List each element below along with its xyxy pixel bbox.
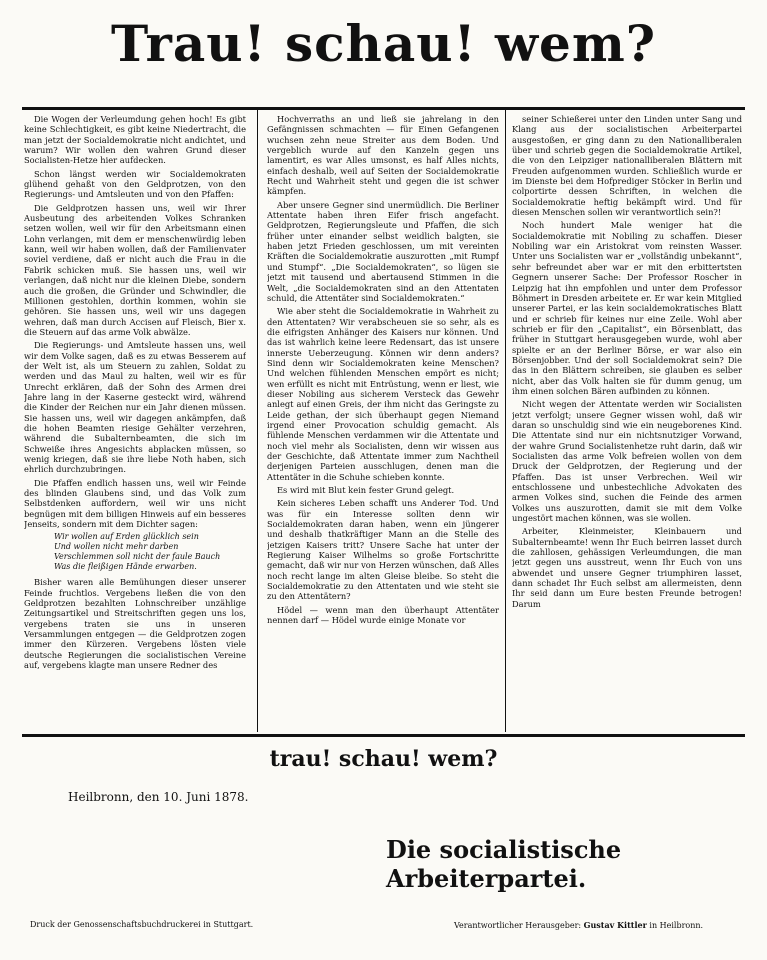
signature: Die socialistische Arbeiterpartei. bbox=[386, 835, 622, 893]
paragraph: Es wird mit Blut kein fester Grund gelegt. bbox=[277, 485, 455, 496]
paragraph: Hochverraths an und ließ sie jahrelang in den Gefängnissen schmachten — für Einen Gefangenen wuchsen zehn neue Streiter aus dem Boden. Und vergeblich wurde auf den Kanzeln gegen uns lamentirt, es war Alles umsonst, es half Alles nichts, einfach deshalb, weil auf Seiten der Socialdemokratie Recht und Wahrheit steht und gegen die ist schwer kämpfen. bbox=[267, 114, 499, 197]
paragraph: Die Regierungs- und Amtsleute hassen uns, weil wir dem Volke sagen, daß es zu etwas Besserem auf der Welt ist, als um Steuern zu zahlen, Soldat zu werden und das Maul zu halten, weil wir es für Unrecht erklären, daß der Sohn des Armen drei Jahre lang in der Kaserne gesteckt wird, während die Kinder der Reichen nur ein Jahr dienen müssen. Sie hassen uns, weil wir dagegen ankämpfen, daß die hohen Beamten riesige Gehälter verzehren, während die Subalternbeamten, die sich im Schweiße ihres Angesichts abplacken müssen, so wenig kriegen, daß sie ihre liebe Noth haben, sich ehrlich durchzubringen. bbox=[24, 340, 246, 475]
poem-line: Und wollen nicht mehr darben bbox=[54, 542, 179, 552]
paragraph: Nicht wegen der Attentate werden wir Socialisten jetzt verfolgt; unsere Gegner wissen wohl, daß wir daran so unschuldig sind wie ein neugeborenes Kind. Die Attentate sind nur ein nichtsnutziger Vorwand, der wahre Grund Socialistenhetze ruht darin, daß wir Socialisten das arme Volk befreien wollen von dem Druck der Geldprotzen, der Regierung und der Pfaffen. Das ist unser Verbrechen. Weil wir entschlossene und unbestechliche Advokaten des armen Volkes sind, suchen die Feinde des armen Volkes uns auszurotten, damit sie mit dem Volke ungestört machen können, was sie wollen. bbox=[512, 399, 742, 524]
bottom-rule bbox=[22, 734, 745, 737]
paragraph: Arbeiter, Kleinmeister, Kleinbauern und Subalternbeamte! wenn Ihr Euch beirren lasset durch die zahllosen, gehässigen Verleumdungen, die man jetzt gegen uns ausstreut, wenn Ihr Euch von uns abwendet und unsere Gegner triumphiren lasset, dann schadet Ihr Euch selbst am allermeisten, denn Ihr seid dann um Eure besten Freunde betrogen! Darum bbox=[512, 526, 742, 609]
paragraph: Die Geldprotzen hassen uns, weil wir Ihrer Ausbeutung des arbeitenden Volkes Schranken setzen wollen, weil wir für den Arbeitsmann einen Lohn verlangen, mit dem er menschenwürdig leben kann, weil wir haben wollen, daß der Familienvater soviel verdiene, daß er nicht auch die Frau in die Fabrik schicken muß. Sie hassen uns, weil wir verlangen, daß nicht nur die kleinen Diebe, sondern auch die großen, die Gründer und Schwindler, die Millionen gestohlen, dorthin kommen, wohin sie gehören. Sie hassen uns, weil wir uns dagegen wehren, daß man durch Accisen auf Fleisch, Bier x. die Steuern auf das arme Volk abwälze. bbox=[24, 202, 246, 337]
top-rule bbox=[22, 107, 745, 110]
paragraph: Aber unsere Gegner sind unermüdlich. Die Berliner Attentate haben ihren Eifer frisch angefacht. Geldprotzen, Regierungsleute und Pfaffen, die sich früher unter einander selbst weidlich balgten, sie haben jetzt Frieden geschlossen, um mit vereinten Kräften die Socialdemokratie auszurotten „mit Rumpf und Stumpf“. „Die Socialdemokraten“, so lügen sie jetzt mit tausend und abertausend Stimmen in die Welt, „die Socialdemokraten sind an den Attentaten schuld, die Attentäter sind Socialdemokraten.“ bbox=[267, 199, 499, 303]
paragraph: Wie aber steht die Socialdemokratie in Wahrheit zu den Attentaten? Wir verabscheuen sie so sehr, als es die eifrigsten Anhänger des Kaisers nur können. Und das ist wahrlich keine leere Redensart, das ist unsere innerste Ueberzeugung. Können wir denn anders? Sind denn wir Socialdemokraten keine Menschen? Und welchen fühlenden Menschen empört es nicht; wen erfüllt es nicht mit Entrüstung, wenn er liest, wie dieser Nobiling aus sicherem Versteck das Gewehr anlegt auf einen Greis, der ihm nicht das Geringste zu Leide gethan, der sich überhaupt gegen Niemand irgend einer Provocation schuldig gemacht. Als fühlende Menschen verdammen wir die Attentate und noch viel mehr als Socialisten, denn wir wissen aus der Geschichte, daß Attentate immer zum Nachtheil derjenigen Parteien ausschlugen, denen man die Attentäter in die Schuhe schieben konnte. bbox=[267, 306, 499, 482]
editor-credit bbox=[454, 920, 703, 930]
text-column-3 bbox=[512, 114, 742, 730]
poem-line: Verschlemmen soll nicht der faule Bauch bbox=[54, 552, 221, 562]
editor-name: Gustav Kittler bbox=[583, 920, 647, 930]
text-column-1 bbox=[24, 114, 246, 730]
editor-label: Verantwortlicher Herausgeber: bbox=[454, 921, 582, 930]
paragraph: Schon längst werden wir Socialdemokraten glühend gehaßt von den Geldprotzen, von den Regierungs- und Amtsleuten und von den Pfaffen: bbox=[24, 168, 246, 200]
column-divider bbox=[505, 110, 506, 732]
page-title: Trau! schau! wem? bbox=[110, 14, 657, 73]
text-column-2 bbox=[267, 114, 499, 730]
paragraph: Die Pfaffen endlich hassen uns, weil wir Feinde des blinden Glaubens sind, und das Volk zum Selbstdenken auffordern, weil wir uns nicht begnügen mit dem billigen Hinweis auf ein besseres Jenseits, sondern mit dem Dichter sagen: bbox=[24, 477, 246, 530]
printer-imprint: Druck der Genossenschaftsbuchdruckerei in Stuttgart. bbox=[30, 920, 254, 929]
paragraph: Kein sicheres Leben schafft uns Anderer Tod. Und was für ein Interesse sollten denn wir Socialdemokraten daran haben, wenn ein jüngerer und deshalb thatkräftiger Mann an die Stelle des jetzigen Kaisers tritt? Unsere Sache hat unter der Regierung Kaiser Wilhelms so große Fortschritte gemacht, daß wir nur von Herzen wünschen, daß Alles noch recht lange im alten Gleise bleibe. So steht die Socialdemokratie zu den Attentaten und wie steht sie zu den Attentätern? bbox=[267, 498, 499, 602]
poem-quote bbox=[54, 532, 246, 572]
column-divider bbox=[257, 110, 258, 732]
poem-line: Wir wollen auf Erden glücklich sein bbox=[54, 532, 199, 542]
paragraph: Die Wogen der Verleumdung gehen hoch! Es gibt keine Schlechtigkeit, es gibt keine Niedertracht, die man jetzt der Socialdemokratie nicht andichtet, und warum? Wir wollen den wahren Grund dieser Socialisten-Hetze hier aufdecken. bbox=[24, 114, 246, 166]
dateline: Heilbronn, den 10. Juni 1878. bbox=[68, 790, 249, 804]
editor-place: in Heilbronn. bbox=[649, 921, 704, 930]
paragraph: Hödel — wenn man den überhaupt Attentäter nennen darf — Hödel wurde einige Monate vor bbox=[267, 604, 499, 626]
closing-slogan: trau! schau! wem? bbox=[269, 746, 498, 772]
paragraph: seiner Schießerei unter den Linden unter Sang und Klang aus der socialistischen Arbeiterpartei ausgestoßen, er ging dann zu den Nationalliberalen über und schrieb gegen die Socialdemokratie Artikel, die von den Leipziger nationalliberalen Blättern mit Freuden aufgenommen wurden. Schließlich wurde er im Dienste bei dem Hofprediger Stöcker in Berlin und colportirte dessen Schriften, in welchen die Socialdemokratie heftig bekämpft wird. Und für diesen Menschen sollen wir verantwortlich sein?! bbox=[512, 114, 742, 218]
poem-line: Was die fleißigen Hände erwarben. bbox=[54, 562, 197, 572]
paragraph: Bisher waren alle Bemühungen dieser unserer Feinde fruchtlos. Vergebens ließen die von den Geldprotzen bezahlten Lohnschreiber unzählige Zeitungsartikel und Streitschriften gegen uns los, vergebens traten sie uns in unseren Versammlungen entgegen — die Geldprotzen zogen immer den Kürzeren. Vergebens lösten viele deutsche Regierungen die socialistischen Vereine auf, vergebens klagte man unsere Redner des bbox=[24, 577, 246, 671]
paragraph: Noch hundert Male weniger hat die Socialdemokratie mit Nobiling zu schaffen. Dieser Nobiling war ein Aristokrat vom reinsten Wasser. Unter uns Socialisten war er „vollständig unbekannt“, sehr befreundet aber war er mit den erbittertsten Gegnern unserer Sache: Der Professor Roscher in Leipzig hat ihn empfohlen und unter dem Professor Böhmert in Dresden arbeitete er. Er war kein Mitglied unserer Partei, er las kein socialdemokratisches Blatt und er schrieb für keines nur eine Zeile. Wohl aber schrieb er für den „Capitalist“, ein Börsenblatt, das früher in Stuttgart herausgegeben wurde, wohl aber spielte er an der Berliner Börse, er war also ein Börsenjobber. Und der soll Socialdemokrat sein? Die das in den Blättern schreiben, sie glauben es selber nicht, aber das Volk halten sie für dumm genug, um ihm einen solchen Bären aufbinden zu können. bbox=[512, 220, 742, 396]
